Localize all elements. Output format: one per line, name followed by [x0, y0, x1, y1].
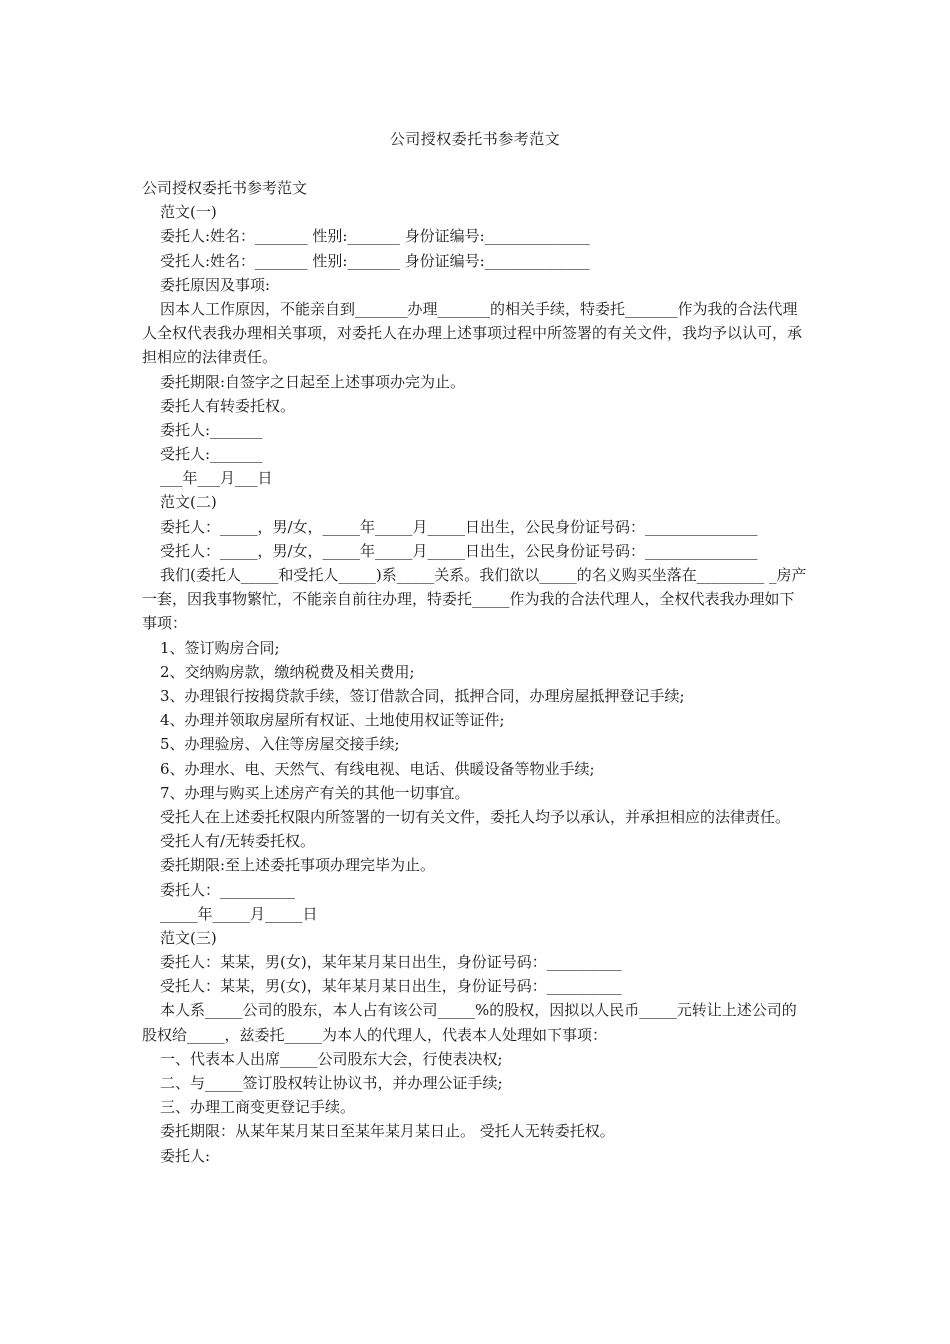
text-line: 受托人：某某，男(女)，某年某月某日出生，身份证号码：__________ — [160, 977, 622, 996]
text-line: 范文(二) — [160, 493, 217, 512]
text-line: 范文(三) — [160, 928, 217, 947]
text-line: 委托原因及事项: — [160, 275, 271, 294]
text-line: 1、签订购房合同; — [160, 638, 280, 657]
text-line: 4、办理并领取房屋所有权证、土地使用权证等证件; — [160, 711, 505, 730]
text-line: _____年_____月_____日 — [160, 904, 318, 923]
paragraph: 我们(委托人_____和受托人_____)系_____关系。我们欲以_____的名义购买坐落在_________ _房产一套，因我事物繁忙，不能亲自前往办理，特委托_____作为我的合法代理人，全权代表我办理如下事项： — [142, 566, 807, 633]
text-line: 6、办理水、电、天然气、有线电视、电话、供暖设备等物业手续; — [160, 759, 595, 778]
text-line: ___年___月___日 — [160, 469, 273, 488]
text-line: 三、办理工商变更登记手续。 — [160, 1098, 356, 1117]
text-line: 委托人：__________ — [160, 880, 296, 899]
text-line: 一、代表本人出席_____公司股东大会，行使表决权; — [160, 1049, 503, 1068]
text-line: 委托人有转委托权。 — [160, 396, 296, 415]
text-line: 委托人: — [160, 1146, 211, 1165]
text-line: 委托人:_______ — [160, 420, 263, 439]
page-title: 公司授权委托书参考范文 — [389, 130, 561, 148]
text-line: 7、办理与购买上述房产有关的其他一切事宜。 — [160, 783, 470, 802]
text-line: 受托人:姓名：_______ 性别:_______ 身份证编号:______________ — [160, 251, 590, 270]
text-line: 范文(一) — [160, 203, 217, 222]
text-line: 二、与_____签订股权转让协议书，并办理公证手续; — [160, 1074, 503, 1093]
text-line: 受托人有/无转委托权。 — [160, 832, 316, 851]
text-line: 委托人：某某，男(女)，某年某月某日出生，身份证号码：__________ — [160, 953, 622, 972]
text-line: 受托人：_____，男/女，_____年_____月_____日出生，公民身份证号码：_______________ — [160, 541, 758, 560]
text-line: 2、交纳购房款，缴纳税费及相关费用; — [160, 662, 415, 681]
paragraph: 受托人在上述委托权限内所签署的一切有关文件，委托人均予以承认，并承担相应的法律责任。 — [160, 807, 791, 826]
text-line: 委托期限:自签字之日起至上述事项办完为止。 — [160, 372, 466, 391]
text-line: 3、办理银行按揭贷款手续，签订借款合同，抵押合同，办理房屋抵押登记手续; — [160, 687, 685, 706]
text-line: 5、办理验房、入住等房屋交接手续; — [160, 735, 400, 754]
text-line: 委托人：_____，男/女，_____年_____月_____日出生，公民身份证号码：_______________ — [160, 517, 758, 536]
text-line: 委托期限:至上述委托事项办理完毕为止。 — [160, 856, 436, 875]
text-line: 委托人:姓名：_______ 性别:_______ 身份证编号:______________ — [160, 227, 590, 246]
paragraph: 本人系_____公司的股东，本人占有该公司_____%的股权，因拟以人民币_____元转让上述公司的股权给_____，兹委托_____为本人的代理人，代表本人处理如下事项： — [142, 1001, 797, 1044]
text-line: 公司授权委托书参考范文 — [142, 179, 308, 197]
text-line: 委托期限：从某年某月某日至某年某月某日止。 受托人无转委托权。 — [160, 1122, 615, 1141]
document-body — [142, 176, 808, 1168]
text-line: 受托人:_______ — [160, 445, 263, 464]
paragraph: 因本人工作原因，不能亲自到_______办理_______的相关手续，特委托_______作为我的合法代理人全权代表我办理相关事项，对委托人在办理上述事项过程中所签署的有关文件，我均予以认可，承担相应的法律责任。 — [142, 299, 803, 367]
